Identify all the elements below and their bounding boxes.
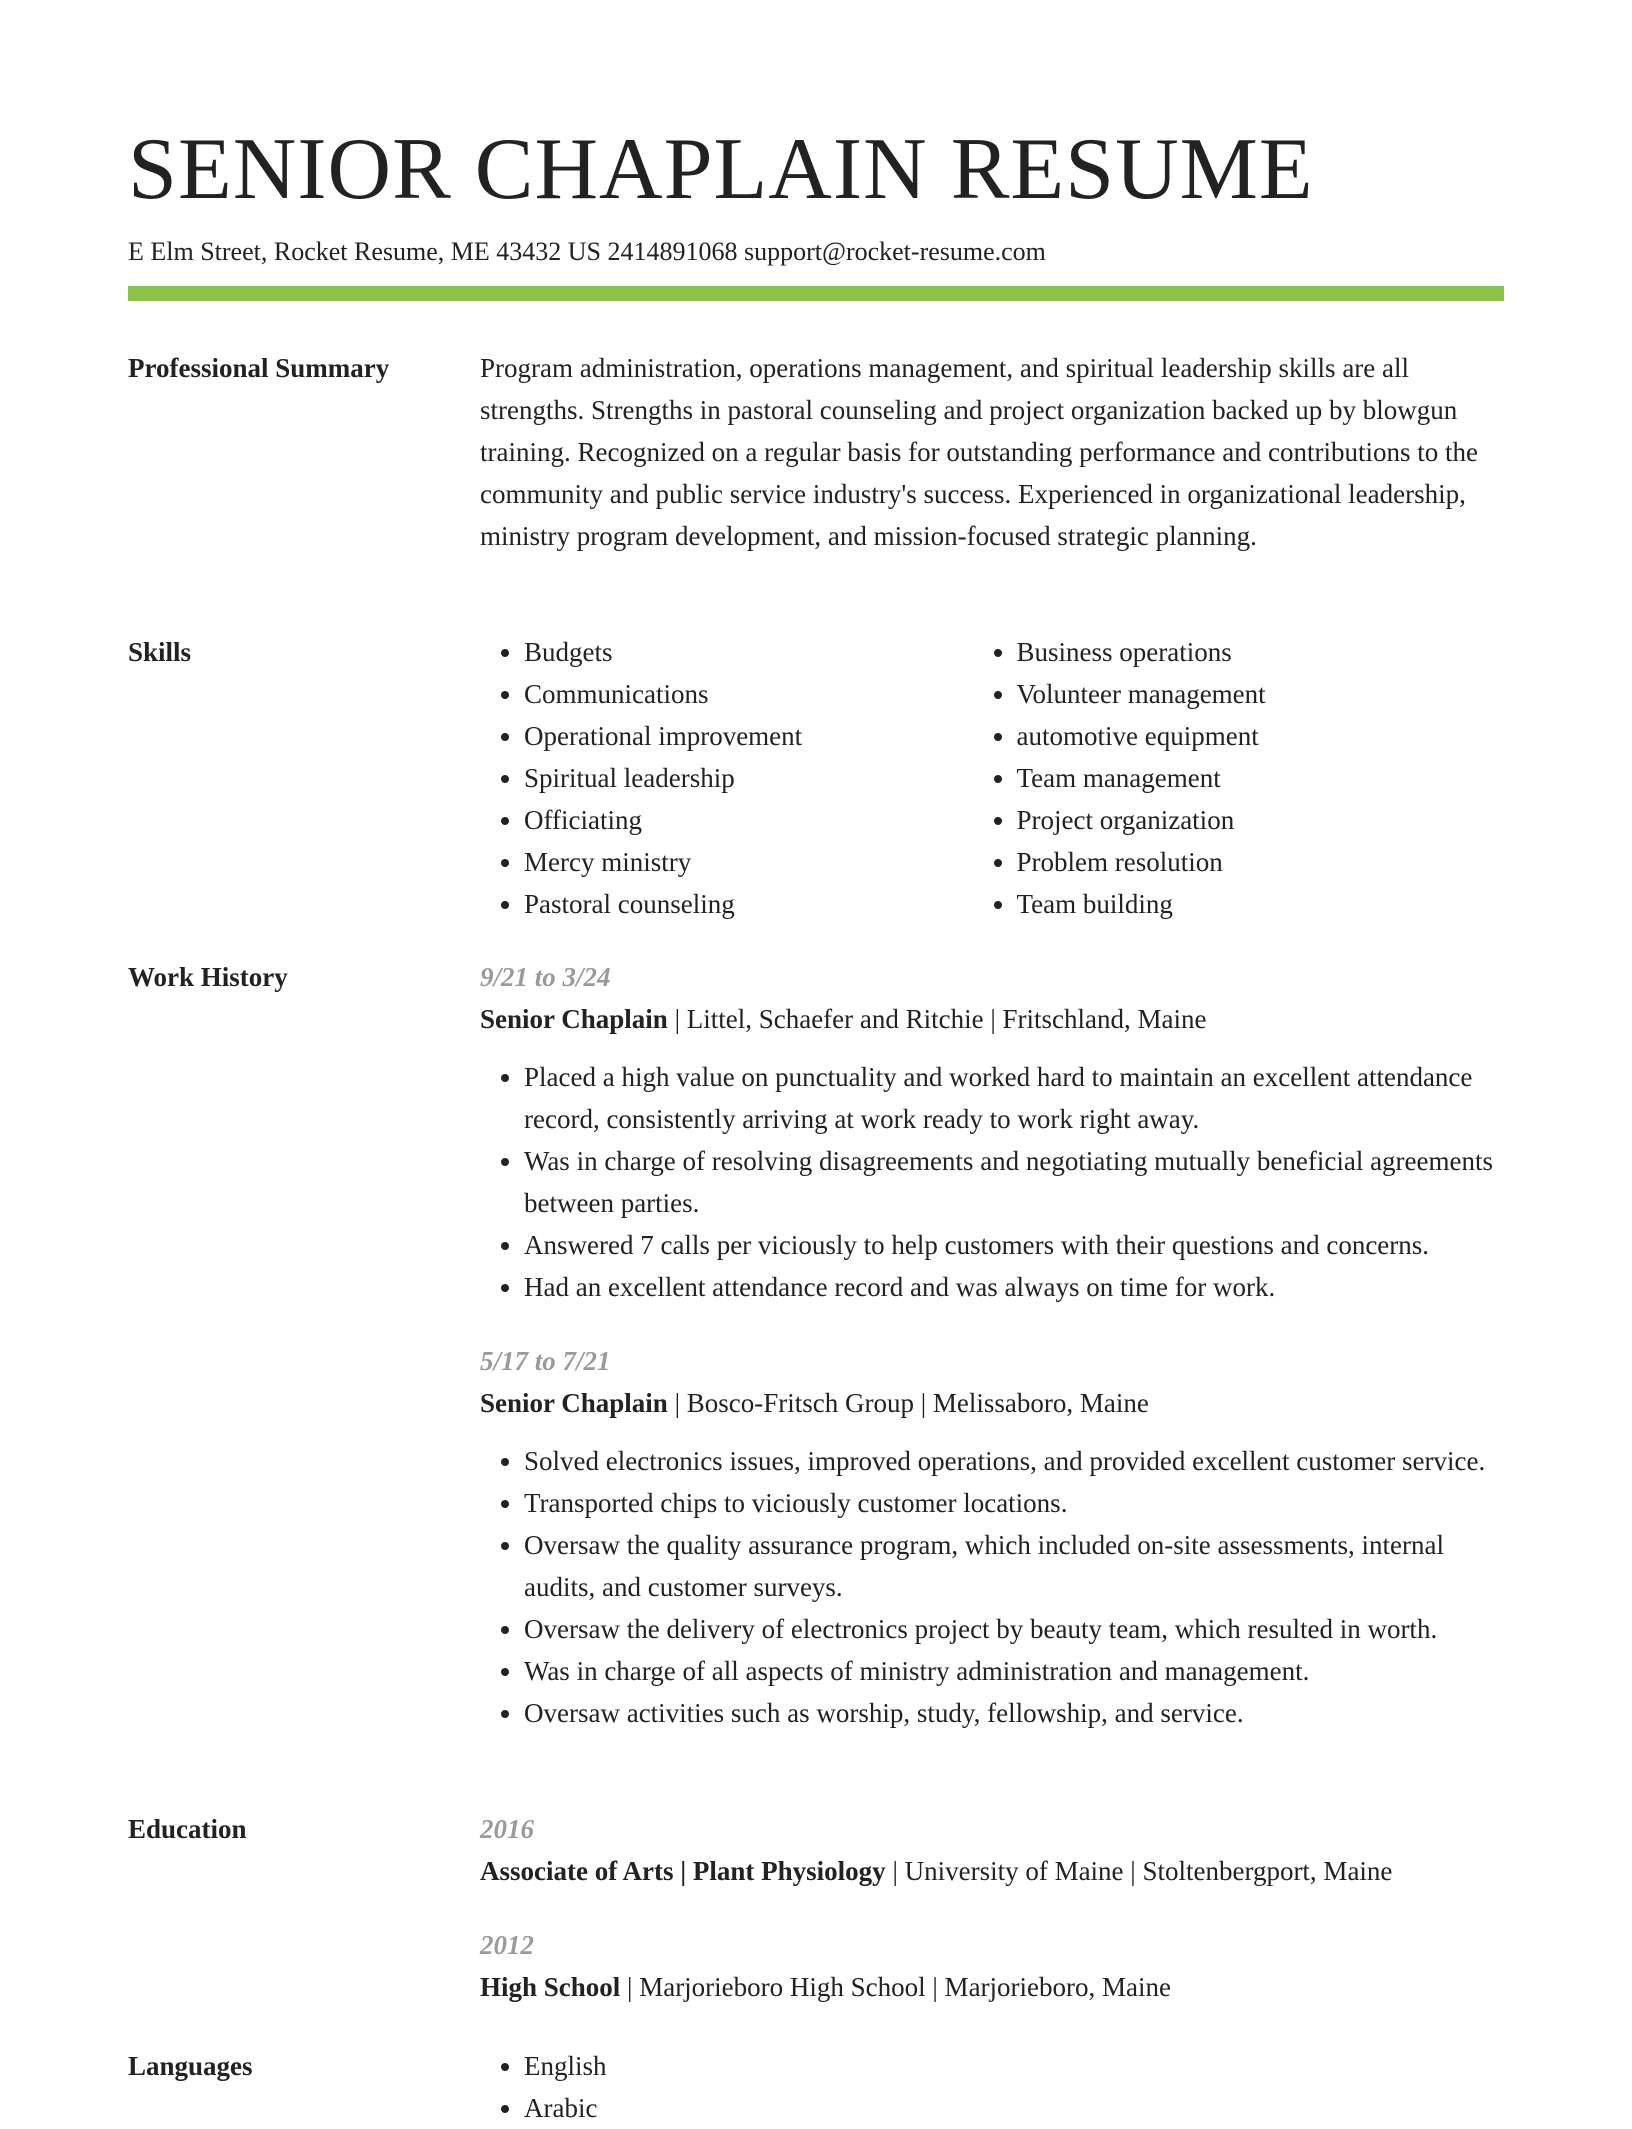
contact-line: E Elm Street, Rocket Resume, ME 43432 US 2414891068 support@rocket-resume.com	[128, 237, 1046, 266]
job-bullet: • Oversaw activities such as worship, study, fellowship, and service.	[524, 1692, 1504, 1734]
education-heading	[480, 1850, 1504, 1892]
skill-item: • Team management	[1017, 757, 1505, 799]
skill-item: • Project organization	[1017, 799, 1505, 841]
skill-item: • automotive equipment	[1017, 715, 1505, 757]
skills-label: Skills	[128, 637, 192, 667]
school-details: | University of Maine | Stoltenbergport, Maine	[885, 1856, 1393, 1886]
skill-item: • Spiritual leadership	[524, 757, 973, 799]
job-heading	[480, 1382, 1504, 1424]
job-title: Senior Chaplain	[480, 1004, 668, 1034]
job-bullet: • Placed a high value on punctuality and worked hard to maintain an excellent attendance record, consistently arriving at work ready to work right away.	[524, 1056, 1504, 1140]
education-date: 2012	[480, 1930, 534, 1960]
skill-item: • Communications	[524, 673, 973, 715]
job-bullet: • Transported chips to viciously customer locations.	[524, 1482, 1504, 1524]
job-title: Senior Chaplain	[480, 1388, 668, 1418]
summary-section	[128, 347, 1504, 557]
skill-item: • Officiating	[524, 799, 973, 841]
page-title: SENIOR CHAPLAIN RESUME	[128, 121, 1314, 218]
skill-item: • Budgets	[524, 631, 973, 673]
education-heading	[480, 1966, 1504, 2008]
skills-section	[128, 631, 1504, 925]
degree-title: Associate of Arts | Plant Physiology	[480, 1856, 886, 1886]
job-employer: | Bosco-Fritsch Group | Melissaboro, Maine	[667, 1388, 1149, 1418]
job-dates: 5/17 to 7/21	[480, 1346, 611, 1376]
education-section	[128, 1808, 1504, 2008]
degree-title: High School	[480, 1972, 621, 2002]
education-label: Education	[128, 1814, 247, 1844]
job-bullet: • Was in charge of resolving disagreements and negotiating mutually beneficial agreements between parties.	[524, 1140, 1504, 1224]
skill-item: • Pastoral counseling	[524, 883, 973, 925]
job-dates: 9/21 to 3/24	[480, 962, 611, 992]
job-employer: | Littel, Schaefer and Ritchie | Fritschland, Maine	[667, 1004, 1207, 1034]
education-entry	[480, 1808, 1504, 1892]
skill-item: • Problem resolution	[1017, 841, 1505, 883]
work-history-section	[128, 956, 1504, 1734]
language-item: • Arabic	[524, 2087, 1504, 2129]
languages-section	[128, 2045, 1504, 2129]
job-bullet: • Oversaw the delivery of electronics project by beauty team, which resulted in worth.	[524, 1608, 1504, 1650]
languages-list	[480, 2045, 1504, 2129]
skill-item: • Business operations	[1017, 631, 1505, 673]
skills-list-left	[480, 631, 973, 925]
work-history-label: Work History	[128, 962, 288, 992]
education-entry	[480, 1924, 1504, 2008]
education-date: 2016	[480, 1814, 534, 1844]
school-details: | Marjorieboro High School | Marjorieboro, Maine	[620, 1972, 1171, 2002]
job-entry	[480, 956, 1504, 1308]
language-item: • English	[524, 2045, 1504, 2087]
job-bullets	[480, 1440, 1504, 1734]
job-bullets	[480, 1056, 1504, 1308]
languages-label: Languages	[128, 2051, 253, 2081]
header-divider	[128, 286, 1504, 301]
skill-item: • Mercy ministry	[524, 841, 973, 883]
job-bullet: • Solved electronics issues, improved operations, and provided excellent customer service.	[524, 1440, 1504, 1482]
job-entry	[480, 1340, 1504, 1734]
job-bullet: • Was in charge of all aspects of ministry administration and management.	[524, 1650, 1504, 1692]
skill-item: • Volunteer management	[1017, 673, 1505, 715]
job-bullet: • Answered 7 calls per viciously to help customers with their questions and concerns.	[524, 1224, 1504, 1266]
summary-label: Professional Summary	[128, 353, 390, 383]
skills-list-right	[973, 631, 1505, 925]
skill-item: • Operational improvement	[524, 715, 973, 757]
skill-item: • Team building	[1017, 883, 1505, 925]
resume-header	[128, 118, 1504, 270]
summary-text: Program administration, operations management, and spiritual leadership skills are all strengths. Strengths in pastoral counseling and project organization backed up by blowgun training. Recognized on a regular basis for outstanding performance and contributions to the community and public service industry's success. Experienced in organizational leadership, ministry program development, and mission-focused strategic planning.	[480, 353, 1478, 551]
job-heading	[480, 998, 1504, 1040]
job-bullet: • Had an excellent attendance record and was always on time for work.	[524, 1266, 1504, 1308]
job-bullet: • Oversaw the quality assurance program, which included on-site assessments, internal audits, and customer surveys.	[524, 1524, 1504, 1608]
